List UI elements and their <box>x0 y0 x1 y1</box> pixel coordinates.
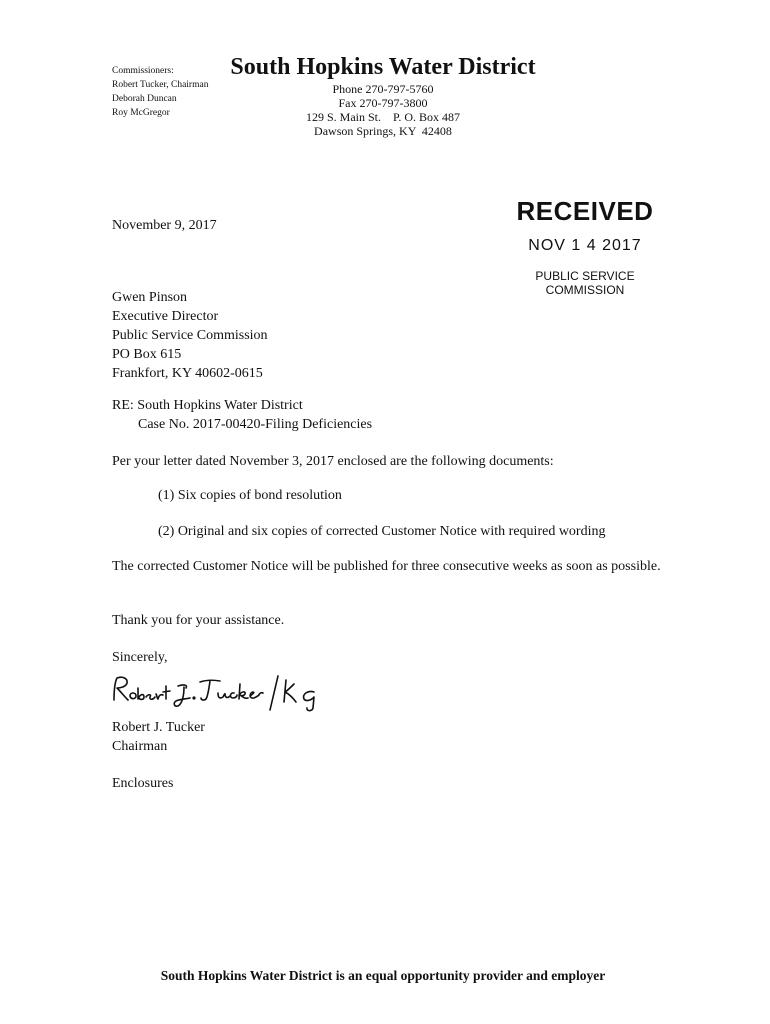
letter-date: November 9, 2017 <box>112 218 217 233</box>
intro-paragraph: Per your letter dated November 3, 2017 enclosed are the following documents: <box>112 454 554 469</box>
salutation: Sincerely, <box>112 650 168 665</box>
stamp-agency <box>500 269 670 297</box>
city-line: Dawson Springs, KY 42408 <box>314 124 452 138</box>
signer-name: Robert J. Tucker <box>112 720 205 735</box>
recipient-line: Gwen Pinson <box>112 290 188 305</box>
stamp-agency-line: COMMISSION <box>545 283 625 297</box>
received-stamp <box>500 196 670 297</box>
footer-statement <box>0 968 770 984</box>
organization-name-text: South Hopkins Water District <box>230 54 536 80</box>
commissioner-name: Deborah Duncan <box>112 94 177 104</box>
contact-block <box>0 82 770 138</box>
phone-line: Phone 270-797-5760 <box>332 82 434 96</box>
recipient-line: Frankfort, KY 40602-0615 <box>112 366 263 381</box>
handwritten-signature <box>108 668 338 717</box>
enclosure-item: (1) Six copies of bond resolution <box>158 488 342 503</box>
enclosures-label: Enclosures <box>112 776 174 791</box>
commissioner-name: Roy McGregor <box>112 108 170 118</box>
recipient-line: Executive Director <box>112 309 219 324</box>
signer-block <box>112 718 205 756</box>
commissioners-label: Commissioners: <box>112 66 174 76</box>
case-line: Case No. 2017-00420-Filing Deficiencies <box>138 417 373 432</box>
subject-block <box>112 396 372 434</box>
stamp-date: NOV 1 4 2017 <box>528 237 642 254</box>
recipient-address <box>112 288 268 383</box>
signature-icon <box>108 668 338 712</box>
organization-name <box>0 54 770 81</box>
fax-line: Fax 270-797-3800 <box>338 96 428 110</box>
recipient-line: PO Box 615 <box>112 347 182 362</box>
stamp-agency-line: PUBLIC SERVICE <box>535 269 635 283</box>
footer-statement-text: South Hopkins Water District is an equal opportunity provider and employer <box>160 968 606 983</box>
closing-paragraph: The corrected Customer Notice will be published for three consecutive weeks as soon as possible. <box>112 559 661 574</box>
commissioner-name: Robert Tucker, Chairman <box>112 80 209 90</box>
re-line: RE: South Hopkins Water District <box>112 398 303 413</box>
stamp-title: RECEIVED <box>516 196 654 226</box>
enclosure-item: (2) Original and six copies of corrected Customer Notice with required wording <box>158 524 606 539</box>
thanks-line: Thank you for your assistance. <box>112 613 285 628</box>
recipient-line: Public Service Commission <box>112 328 268 343</box>
street-line: 129 S. Main St. P. O. Box 487 <box>305 110 461 124</box>
signer-title: Chairman <box>112 739 168 754</box>
